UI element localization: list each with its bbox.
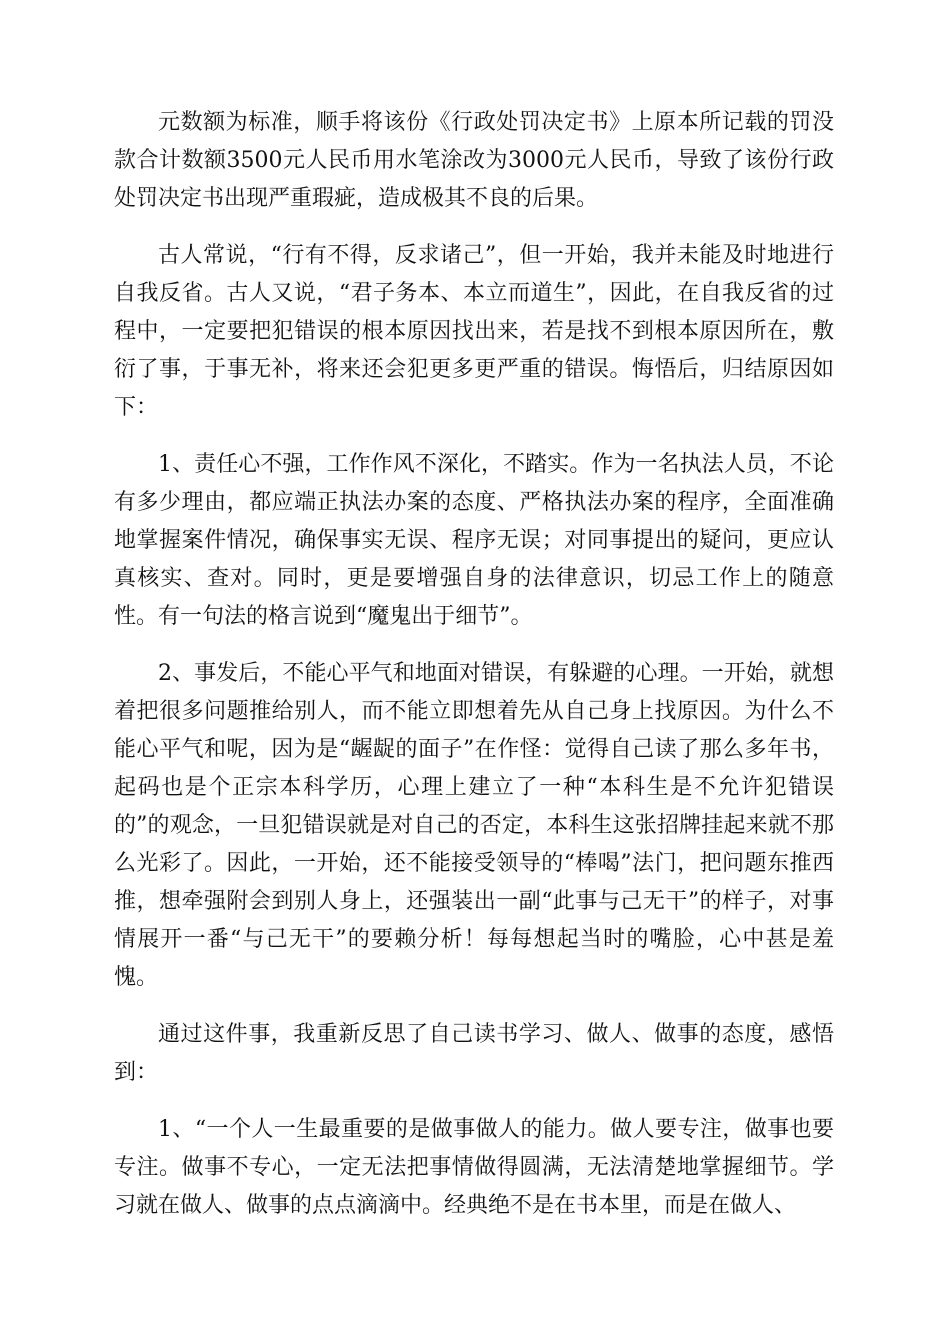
paragraph-realization-1: 1、“一个人一生最重要的是做事做人的能力。做人要专注，做事也要专注。做事不专心，一定无法把事情做得圆满，无法清楚地掌握细节。学习就在做人、做事的点点滴滴中。经典绝不是在书本里，而是在做人、 — [114, 1117, 834, 1218]
paragraph-reason-2: 2、事发后，不能心平气和地面对错误，有躲避的心理。一开始，就想着把很多问题推给别人，而不能立即想着先从自己身上找原因。为什么不能心平气和呢，因为是“龌龊的面子”在作怪：觉得自己读了那么多年书，起码也是个正宗本科学历，心理上建立了一种“本科生是不允许犯错误的”的观念，一旦犯错误就是对自己的否定，本科生这张招牌挂起来就不那么光彩了。因此，一开始，还不能接受领导的“棒喝”法门，把问题东推西推，想牵强附会到别人身上，还强装出一副“此事与己无干”的样子，对事情展开一番“与己无干”的要赖分析！每每想起当时的嘴脸，心中甚是羞愧。 — [114, 661, 834, 990]
paragraph-penalty-amount: 元数额为标准，顺手将该份《行政处罚决定书》上原本所记载的罚没款合计数额3500元人民币用水笔涂改为3000元人民币，导致了该份行政处罚决定书出现严重瑕疵，造成极其不良的后果。 — [114, 110, 834, 211]
paragraph-realization-intro: 通过这件事，我重新反思了自己读书学习、做人、做事的态度，感悟到： — [114, 1022, 834, 1085]
paragraph-self-reflection: 古人常说，“行有不得，反求诸己”，但一开始，我并未能及时地进行自我反省。古人又说，“君子务本、本立而道生”，因此，在自我反省的过程中，一定要把犯错误的根本原因找出来，若是找不到根本原因所在，敷衍了事，于事无补，将来还会犯更多更严重的错误。悔悟后，归结原因如下： — [114, 243, 834, 420]
document-page — [114, 104, 834, 1244]
paragraph-reason-1: 1、责任心不强，工作作风不深化，不踏实。作为一名执法人员，不论有多少理由，都应端正执法办案的态度、严格执法办案的程序，全面准确地掌握案件情况，确保事实无误、程序无误；对同事提出的疑问，更应认真核实、查对。同时，更是要增强自身的法律意识，切忌工作上的随意性。有一句法的格言说到“魔鬼出于细节”。 — [114, 452, 834, 629]
